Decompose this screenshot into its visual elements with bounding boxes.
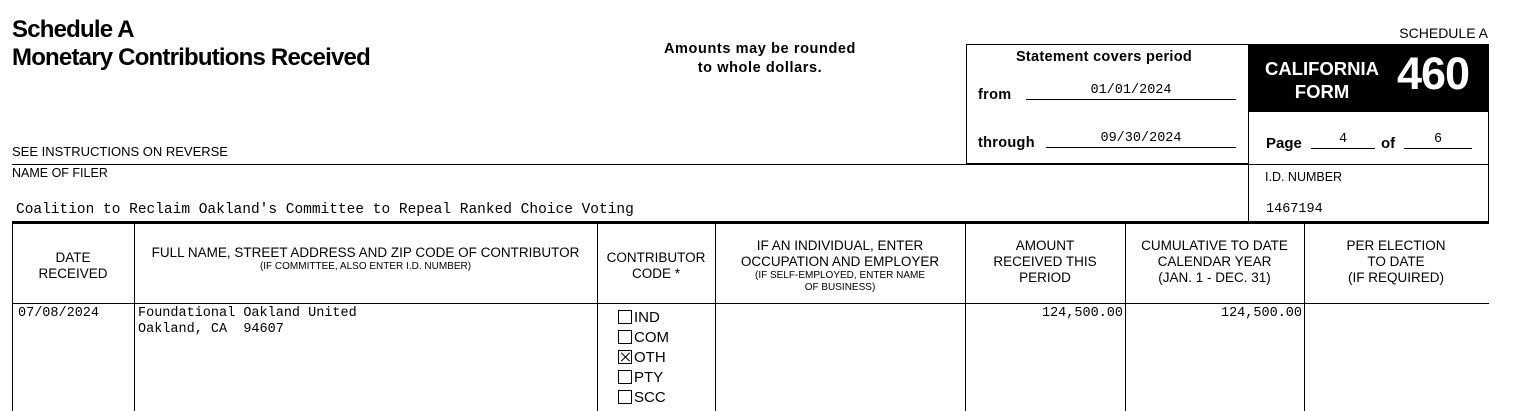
header-cumulative <box>1125 238 1304 286</box>
checkbox-ind[interactable] <box>618 310 632 324</box>
header-occ-sub2: OF BUSINESS) <box>804 282 876 293</box>
header-occupation-employer <box>715 238 965 294</box>
page-number-field[interactable]: 4 <box>1311 132 1375 149</box>
header-occ-line1: IF AN INDIVIDUAL, ENTER <box>756 238 924 253</box>
from-date-field[interactable]: 01/01/2024 <box>1026 83 1236 100</box>
header-amount-line1: AMOUNT <box>1015 238 1075 253</box>
header-code-line2: CODE * <box>631 266 680 281</box>
row-cumulative[interactable]: 124,500.00 <box>1220 306 1302 321</box>
table-top-thick-rule <box>12 221 1489 224</box>
header-occ-sub1: (IF SELF-EMPLOYED, ENTER NAME <box>754 270 926 281</box>
name-of-filer-label: NAME OF FILER <box>12 166 108 180</box>
schedule-title: Schedule A <box>12 16 134 43</box>
code-option-pty[interactable] <box>618 367 663 387</box>
header-per-election <box>1304 238 1488 286</box>
header-date-line1: DATE <box>55 250 91 265</box>
header-amount-received <box>965 238 1125 286</box>
checkbox-scc[interactable] <box>618 390 632 404</box>
code-label-oth: OTH <box>634 348 666 366</box>
through-label: through <box>978 135 1035 151</box>
code-label-ind: IND <box>634 308 660 326</box>
header-per-line3: (IF REQUIRED) <box>1348 270 1444 285</box>
page-box-right-border <box>1488 112 1489 222</box>
rounding-note-line2: to whole dollars. <box>697 60 823 76</box>
page-box-left-border <box>1248 112 1249 222</box>
header-name-sub: (IF COMMITTEE, ALSO ENTER I.D. NUMBER) <box>259 261 472 272</box>
code-option-ind[interactable] <box>618 307 660 327</box>
code-option-oth[interactable] <box>618 347 666 367</box>
filer-name-field[interactable]: Coalition to Reclaim Oakland's Committee to Repeal Ranked Choice Voting <box>16 202 634 218</box>
header-name-main: FULL NAME, STREET ADDRESS AND ZIP CODE OF CONTRIBUTOR <box>151 245 580 260</box>
id-number-label: I.D. NUMBER <box>1265 170 1343 184</box>
header-occ-line2: OCCUPATION AND EMPLOYER <box>740 254 940 269</box>
page-label: Page <box>1266 135 1302 152</box>
header-cum-line2: CALENDAR YEAR <box>1157 254 1272 269</box>
header-per-line2: TO DATE <box>1367 254 1425 269</box>
header-date-line2: RECEIVED <box>38 266 108 281</box>
header-cum-line3: (JAN. 1 - DEC. 31) <box>1158 270 1271 285</box>
row-contributor-name[interactable]: Foundational Oakland United <box>138 306 357 321</box>
see-instructions: SEE INSTRUCTIONS ON REVERSE <box>12 144 228 159</box>
row-contributor-address[interactable]: Oakland, CA 94607 <box>138 322 284 337</box>
row-amount[interactable]: 124,500.00 <box>1041 306 1123 321</box>
rounding-note <box>640 40 880 78</box>
header-date-received <box>12 250 134 282</box>
schedule-subtitle: Monetary Contributions Received <box>12 44 370 71</box>
header-contributor-name <box>134 245 597 273</box>
row-date[interactable]: 07/08/2024 <box>18 306 100 321</box>
table-header-bottom-rule <box>12 303 1489 304</box>
statement-period-title: Statement covers period <box>1015 49 1193 65</box>
schedule-label-right: SCHEDULE A <box>1399 25 1488 41</box>
code-label-scc: SCC <box>634 388 666 406</box>
id-number-field[interactable]: 1467194 <box>1266 202 1323 217</box>
rounding-note-line1: Amounts may be rounded <box>663 41 857 57</box>
through-date-field[interactable]: 09/30/2024 <box>1046 131 1236 148</box>
code-label-com: COM <box>634 328 669 346</box>
header-amount-line2: RECEIVED THIS <box>993 254 1097 269</box>
page-total-field[interactable]: 6 <box>1404 132 1472 149</box>
of-label: of <box>1381 135 1396 152</box>
california-label: CALIFORNIA <box>1264 58 1380 79</box>
header-cum-line1: CUMULATIVE TO DATE <box>1141 238 1288 253</box>
filer-top-rule <box>12 164 1489 165</box>
form-label: FORM <box>1294 81 1350 102</box>
code-label-pty: PTY <box>634 368 664 386</box>
header-per-line1: PER ELECTION <box>1346 238 1446 253</box>
header-amount-line3: PERIOD <box>1019 270 1071 285</box>
code-option-com[interactable] <box>618 327 669 347</box>
checkbox-pty[interactable] <box>618 370 632 384</box>
california-form-label <box>1252 57 1392 103</box>
header-code-line1: CONTRIBUTOR <box>606 250 706 265</box>
form-number: 460 <box>1397 48 1470 99</box>
from-label: from <box>978 87 1012 103</box>
checkbox-com[interactable] <box>618 330 632 344</box>
checkbox-oth[interactable] <box>618 350 632 364</box>
header-contributor-code <box>597 250 715 282</box>
code-option-scc[interactable] <box>618 387 666 407</box>
